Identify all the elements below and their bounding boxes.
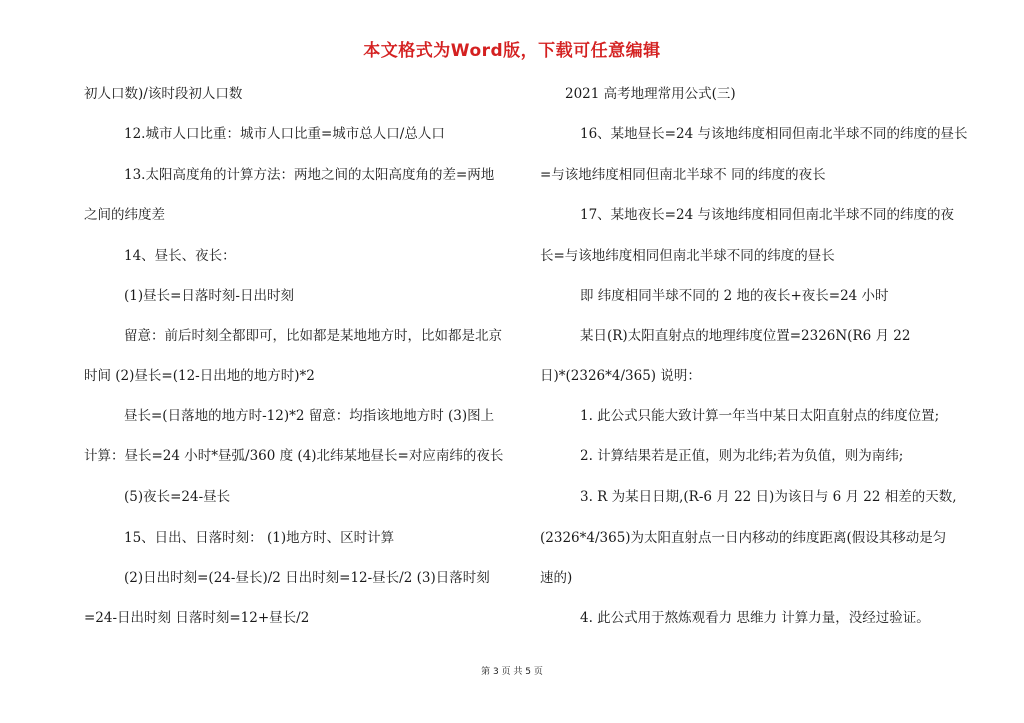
text-line: 13.太阳高度角的计算方法：两地之间的太阳高度角的差=两地 [124, 167, 495, 183]
text-line: (5)夜长=24-昼长 [124, 489, 231, 505]
text-line: 留意：前后时刻全都即可，比如都是某地地方时，比如都是北京 [124, 328, 502, 344]
text-line: =与该地纬度相同但南北半球不 同的纬度的夜长 [540, 167, 826, 183]
text-line: 昼长=(日落地的地方时-12)*2 留意：均指该地地方时 (3)图上 [124, 408, 495, 424]
text-line: 12.城市人口比重：城市人口比重=城市总人口/总人口 [124, 126, 445, 142]
text-line: 时间 (2)昼长=(12-日出地的地方时)*2 [84, 368, 315, 384]
text-line: 长=与该地纬度相同但南北半球不同的纬度的昼长 [540, 248, 835, 264]
section-heading: 2021 高考地理常用公式(三) [565, 86, 736, 102]
text-line: 17、某地夜长=24 与该地纬度相同但南北半球不同的纬度的夜 [580, 207, 954, 223]
text-line: 15、日出、日落时刻： (1)地方时、区时计算 [124, 530, 395, 546]
text-line: 3. R 为某日日期,(R-6 月 22 日)为该日与 6 月 22 相差的天数, [580, 489, 957, 505]
text-line: 1. 此公式只能大致计算一年当中某日太阳直射点的纬度位置; [580, 408, 940, 424]
text-line: =24-日出时刻 日落时刻=12+昼长/2 [84, 610, 310, 626]
text-line: 4. 此公式用于熬炼观看力 思维力 计算力量，没经过验证。 [580, 610, 930, 626]
text-line: 速的) [540, 570, 573, 586]
text-line: 14、昼长、夜长： [124, 248, 236, 264]
text-line: 初人口数)/该时段初人口数 [84, 86, 243, 102]
text-line: (2326*4/365)为太阳直射点一日内移动的纬度距离(假设其移动是匀 [540, 530, 947, 546]
text-line: 之间的纬度差 [84, 207, 165, 223]
word-format-banner: 本文格式为Word版，下载可任意编辑 [363, 41, 661, 61]
page-number: 第 3 页 共 5 页 [481, 667, 543, 677]
text-line: 计算：昼长=24 小时*昼弧/360 度 (4)北纬某地昼长=对应南纬的夜长 [84, 448, 504, 464]
text-line: (1)昼长=日落时刻-日出时刻 [124, 288, 294, 304]
text-line: 某日(R)太阳直射点的地理纬度位置=2326N(R6 月 22 [580, 328, 911, 344]
text-line: (2)日出时刻=(24-昼长)/2 日出时刻=12-昼长/2 (3)日落时刻 [124, 570, 490, 586]
text-line: 16、某地昼长=24 与该地纬度相同但南北半球不同的纬度的昼长 [580, 126, 968, 142]
text-line: 即 纬度相同半球不同的 2 地的夜长+夜长=24 小时 [580, 288, 889, 304]
text-line: 日)*(2326*4/365) 说明： [540, 368, 701, 384]
text-line: 2. 计算结果若是正值，则为北纬;若为负值，则为南纬; [580, 448, 904, 464]
